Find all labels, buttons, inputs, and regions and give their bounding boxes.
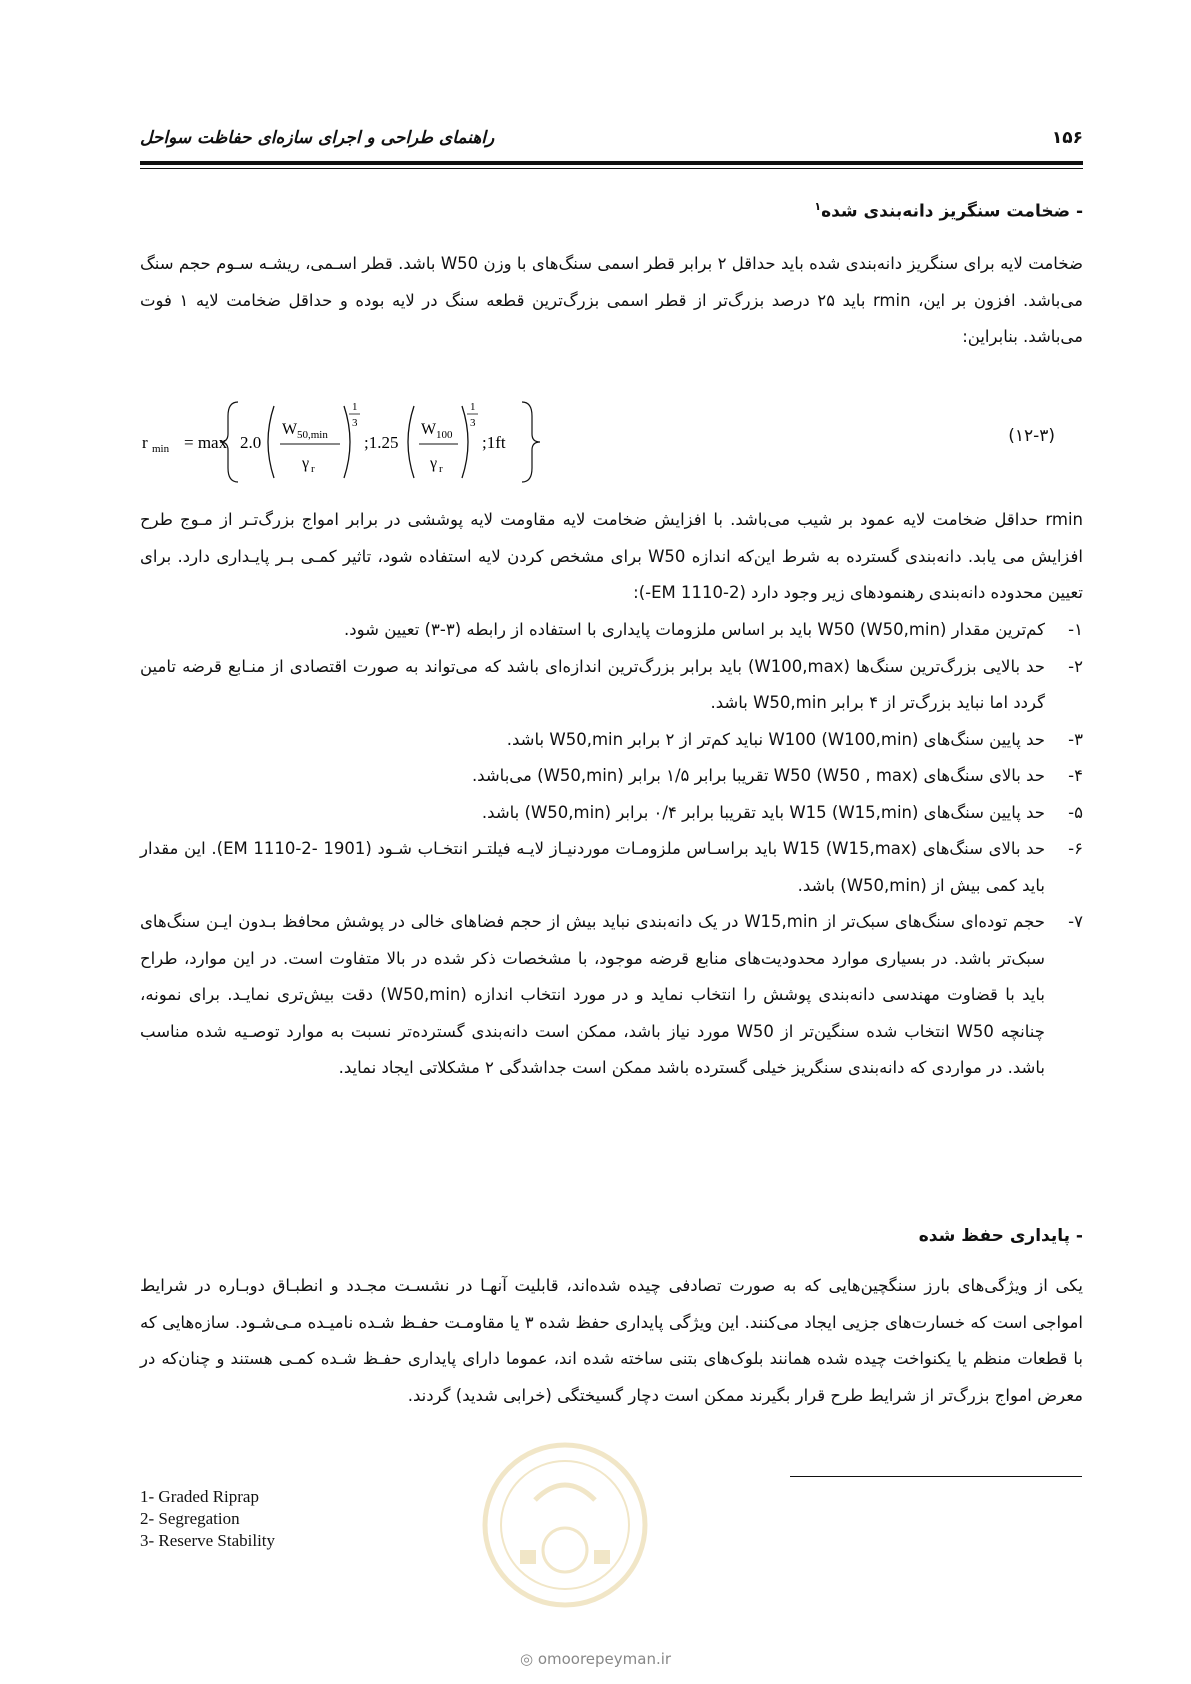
eq-den1: γ [302,455,310,472]
list-text: حد بالای سنگ‌های W50 (W50 , max) تقریبا برابر ۱/۵ برابر (W50,min) می‌باشد. [471,766,1045,785]
list-number: ۷- [1068,912,1083,931]
left-brace [220,402,238,482]
eq-exp2-num: 1 [470,401,476,413]
list-number: ۱- [1068,620,1083,639]
watermark-icon: ◎ [519,1650,534,1668]
watermark-seal-logo [480,1440,650,1610]
list-item [140,758,1083,795]
section-heading-text: - ضخامت سنگریز دانه‌بندی شده [821,201,1083,222]
book-title: راهنمای طراحی و اجرای سازه‌ای حفاظت سواحل [140,128,495,148]
eq-exp2-den: 3 [470,417,476,429]
eq-num1: W [282,421,298,438]
gradation-guidelines-list [140,612,1083,1087]
section-heading-reserve-stability: - پایداری حفظ شده [918,1226,1083,1246]
list-item [140,722,1083,759]
header-rule-thin [140,168,1083,169]
paren-close-2 [462,406,468,478]
list-text: حد بالای سنگ‌های W15 (W15,max) باید براسـاس ملزومـات موردنیـاز لایـه فیلتـر انتخـاب شـود (EM 1110-2- 1901). این مقدار باید کمی بیش از (W50,min) باشد. [140,839,1046,895]
section-heading-thickness [814,200,1083,222]
eq-num2-sub: 100 [436,429,453,441]
equation-graphic [140,396,660,486]
equation-number: (۱۲-۳) [1008,426,1055,446]
footnote-ref-1: ۱ [814,200,822,213]
list-item [140,904,1083,1087]
list-item [140,612,1083,649]
eq-exp1-num: 1 [352,401,358,413]
list-text: حد پایین سنگ‌های W100 (W100,min) نباید کم‌تر از ۲ برابر W50,min باشد. [506,729,1045,749]
paragraph-rmin: rmin حداقل ضخامت لایه عمود بر شیب می‌باشد. با افزایش ضخامت لایه مقاومت لایه پوششی در برابر امواج بزرگ‌تـر از مـوج طرح افزایش می یابد. دانه‌بندی گسترده به شرط این‌که اندازه W50 برای مشخص کردن لایه استفاده شود، تاثیر کمـی بـر پایـداری دارد. برای تعیین محدوده دانه‌بندی رهنمودهای زیر وجود دارد (EM 1110-2-): [140,510,1084,602]
list-item [140,649,1083,722]
paren-open-2 [408,406,414,478]
footnote-3: 3- Reserve Stability [140,1531,276,1550]
footnotes [140,1486,275,1552]
watermark-site [0,1650,1191,1668]
eq-lhs-sub: min [152,443,170,455]
header-rule-thick [140,161,1083,165]
list-number: ۲- [1068,656,1083,676]
eq-coef2: ;1.25 [364,433,399,452]
paragraph-reserve-stability: یکی از ویژگی‌های بارز سنگچین‌هایی که به صورت تصادفی چیده شده‌اند، قابلیت آنهـا در نشسـت مجـدد و انطبـاق دوبـاره در شرایط امواجی است که خسارت‌های جزیی ایجاد می‌کنند. این ویژگی پایداری حفظ شده ۳ یا مقاومـت حفـظ شـده نامیـده مـی‌شـود. سازه‌هایی که با قطعات منظم یا یکنواخت چیده شده همانند بلوک‌های بتنی ساخته شده اند، عموما دارای پایداری حفـظ شـده کمـی هستند و چنان‌که در معرض امواج بزرگ‌تر از شرایط طرح قرار بگیرند ممکن است دچار گسیختگی (خرابی شدید) گردند. [140,1276,1083,1405]
list-number: ۴- [1068,766,1083,785]
list-text: حجم توده‌ای سنگ‌های سبک‌تر از W15,min در یک دانه‌بندی نباید بیش از حجم فضاهای خالی در پوشش محافظ بـدون ایـن سنگ‌های سبک‌تر باشد. در بسیاری موارد محدودیت‌های منابع قرضه موجود، با مشخصات ذکر شده در بالا متفاوت است. در این موارد، طراح باید با قضاوت مهندسی دانه‌بندی پوشش را انتخاب نماید و در مورد انتخاب اندازه (W50,min) دقت بیش‌تری نمایـد. برای نمونه، چنانچه W50 انتخاب شده سنگین‌تر از W50 مورد نیاز باشد، ممکن است دانه‌بندی گسترده‌تر نسبت به موارد توصـیه شده مناسب باشد. در مواردی که دانه‌بندی سنگریز خیلی گسترده باشد ممکن است جداشدگی ۲ مشکلاتی ایجاد نماید. [140,912,1046,1077]
list-number: ۶- [1068,839,1083,858]
list-text: کم‌ترین مقدار W50 (W50,min) باید بر اساس ملزومات پایداری با استفاده از رابطه (۳-۳) تعیین شود. [344,620,1045,639]
eq-num2: W [421,421,437,438]
watermark-site-text: omoorepeyman.ir [537,1650,672,1668]
footnote-2: 2- Segregation [140,1509,240,1528]
list-text: حد بالایی بزرگ‌ترین سنگ‌ها (W100,max) باید برابر بزرگ‌ترین اندازه‌ای باشد که می‌تواند به صورت اقتصادی از منـابع قرضه تامین گردد اما نباید بزرگ‌تر از ۴ برابر W50,min باشد. [140,656,1045,712]
page-number: ۱۵۶ [1051,128,1083,148]
eq-exp1-den: 3 [352,417,358,429]
list-number: ۳- [1068,729,1083,749]
eq-coef1: 2.0 [240,433,262,452]
eq-equals-max: = max [184,433,228,452]
eq-lhs: r [142,433,148,452]
eq-den2: γ [430,455,438,472]
paren-close-1 [344,406,350,478]
list-item [140,831,1083,904]
eq-den2-sub: r [439,463,443,475]
eq-tail: ;1ft [482,433,506,452]
paragraph-thickness-intro: ضخامت لایه برای سنگریز دانه‌بندی شده باید حداقل ۲ برابر قطر اسمی سنگ‌های با وزن W50 باشد. قطر اسـمی، ریشـه سـوم حجم سنگ می‌باشد. افزون بر این، rmin باید ۲۵ درصد بزرگ‌تر از قطر اسمی بزرگ‌ترین قطعه سنگ در لایه بوده و حداقل ضخامت لایه ۱ فوت می‌باشد. بنابراین: [140,254,1083,346]
list-item [140,795,1083,832]
footnote-separator [790,1476,1082,1477]
eq-num1-sub: 50,min [297,429,328,441]
right-brace [522,402,540,482]
list-number: ۵- [1068,802,1083,822]
list-text: حد پایین سنگ‌های W15 (W15,min) باید تقریبا برابر ۰/۴ برابر (W50,min) باشد. [481,802,1045,822]
footnote-1: 1- Graded Riprap [140,1487,259,1506]
eq-den1-sub: r [311,463,315,475]
equation-12-3 [140,396,1083,486]
page-header [140,118,1083,148]
paren-open-1 [268,406,274,478]
